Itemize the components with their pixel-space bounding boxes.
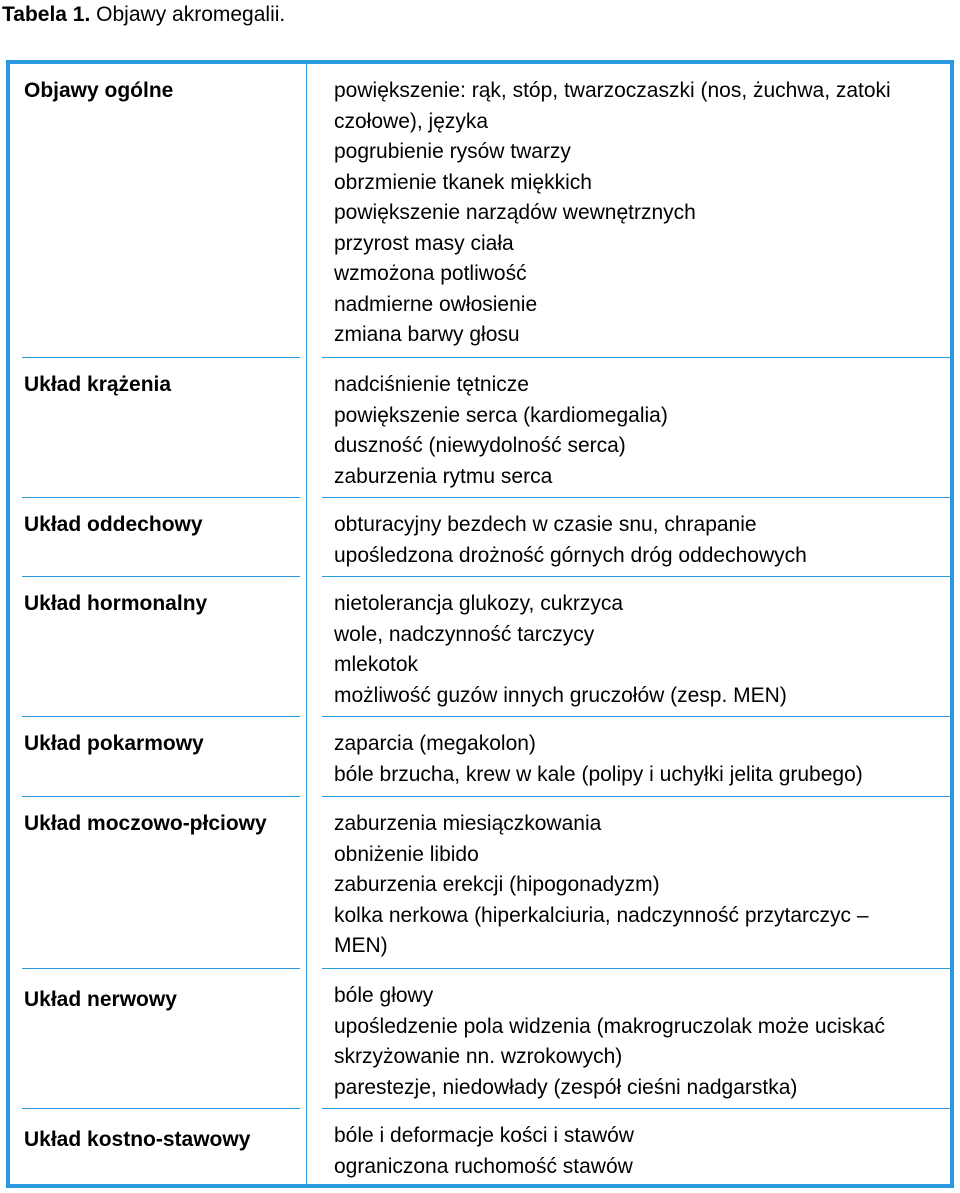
table-row (16, 498, 954, 577)
table-row (16, 717, 954, 797)
symptom-item: skrzyżowanie nn. wzrokowych) (334, 1045, 623, 1068)
symptom-item: możliwość guzów innych gruczołów (zesp. MEN) (334, 683, 787, 707)
symptom-item: MEN) (334, 934, 388, 957)
symptom-item: wzmożona potliwość (334, 262, 527, 285)
table-caption (2, 0, 285, 30)
symptom-list (334, 370, 668, 492)
symptom-item: bóle głowy (334, 984, 434, 1007)
symptom-item: obniżenie libido (334, 842, 479, 866)
symptom-item: zaburzenia rytmu serca (334, 464, 553, 488)
symptom-item: upośledzenie pola widzenia (makrogruczolak może uciskać (334, 1014, 885, 1038)
category-label: Układ oddechowy (24, 513, 203, 536)
symptom-item: przyrost masy ciała (334, 231, 514, 255)
category-label: Układ moczowo-płciowy (24, 812, 267, 835)
table-row (16, 1109, 954, 1184)
symptom-item: zaparcia (megakolon) (334, 732, 536, 755)
category-label: Układ kostno-stawowy (24, 1128, 251, 1151)
symptom-list (334, 1121, 634, 1182)
symptom-item: zaburzenia erekcji (hipogonadyzm) (334, 873, 660, 896)
category-label: Układ nerwowy (24, 988, 177, 1011)
symptom-item: mlekotok (334, 653, 419, 676)
symptom-list (334, 981, 885, 1103)
category-label: Układ pokarmowy (24, 732, 204, 755)
symptom-item: powiększenie serca (kardiomegalia) (334, 403, 668, 427)
table-row (16, 358, 954, 498)
table-row (16, 969, 954, 1109)
symptom-item: bóle i deformacje kości i stawów (334, 1124, 634, 1147)
symptoms-table (6, 60, 954, 1188)
symptom-item: nietolerancja glukozy, cukrzyca (334, 592, 624, 615)
symptom-list (334, 589, 787, 711)
symptom-item: kolka nerkowa (hiperkalciuria, nadczynność przytarczyc – (334, 903, 869, 927)
symptom-item: parestezje, niedowłady (zespół cieśni nadgarstka) (334, 1075, 798, 1099)
table-row (16, 577, 954, 717)
symptom-list (334, 729, 863, 790)
table-row (16, 64, 954, 358)
symptom-item: nadmierne owłosienie (334, 292, 538, 316)
symptom-item: czołowe), języka (334, 109, 489, 133)
symptom-item: ograniczona ruchomość stawów (334, 1154, 633, 1178)
symptom-item: upośledzona drożność górnych dróg oddechowych (334, 543, 807, 567)
symptom-item: obrzmienie tkanek miękkich (334, 170, 592, 194)
symptom-list (334, 809, 869, 962)
symptom-item: powiększenie narządów wewnętrznych (334, 201, 696, 224)
symptom-list (334, 510, 807, 571)
symptom-item: zaburzenia miesiączkowania (334, 812, 602, 835)
symptom-item: wole, nadczynność tarczycy (334, 622, 595, 646)
category-label: Objawy ogólne (24, 79, 174, 102)
category-label: Układ krążenia (24, 373, 172, 396)
symptom-item: bóle brzucha, krew w kale (polipy i uchyłki jelita grubego) (334, 762, 863, 786)
caption-label: Tabela 1. (2, 3, 91, 26)
symptom-item: nadciśnienie tętnicze (334, 373, 529, 396)
symptom-item: obturacyjny bezdech w czasie snu, chrapanie (334, 513, 757, 536)
symptom-item: pogrubienie rysów twarzy (334, 140, 571, 163)
table-row (16, 797, 954, 969)
symptom-list (334, 76, 891, 351)
category-label: Układ hormonalny (24, 592, 208, 615)
symptom-item: duszność (niewydolność serca) (334, 434, 626, 457)
symptom-item: zmiana barwy głosu (334, 323, 520, 346)
caption-text: Objawy akromegalii. (96, 3, 286, 26)
symptom-item: powiększenie: rąk, stóp, twarzoczaszki (nos, żuchwa, zatoki (334, 79, 891, 102)
category-cell (22, 64, 300, 358)
